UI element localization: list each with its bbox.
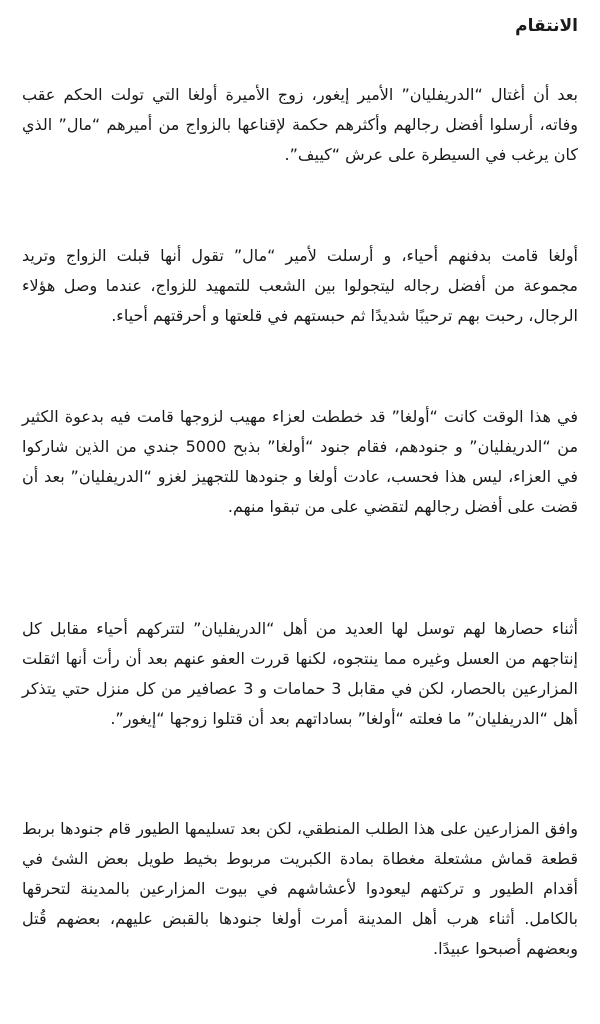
article-paragraph-1: بعد أن أغتال “الدريفليان” الأمير إيغور، زوج الأميرة أولغا التي تولت الحكم عقب وفاته، أرسلوا أفضل رجالهم وأكثرهم حكمة لإقناعها بالزواج من أميرهم “مال” الذي كان يرغب في السيطرة على عرش “كييف”. <box>22 85 578 164</box>
article-paragraph-5: وافق المزارعين على هذا الطلب المنطقي، لكن بعد تسليمها الطيور قام جنودها بربط قطعة قماش مشتعلة مغطاة بمادة الكبريت مربوط بخيط طويل بعض الشئ في أقدام الطيور و تركتهم ليعودوا لأعشاشهم في بيوت المزارعين بالمدينة لتحرقها بالكامل. أثناء هرب أهل المدينة أمرت أولغا جنودها بالقبض عليهم، بعضهم قُتل وبعضهم أصبحوا عبيدًا. <box>22 819 578 958</box>
article-paragraph-4: أثناء حصارها لهم توسل لها العديد من أهل “الدريفليان” لتتركهم أحياء مقابل كل إنتاجهم من العسل وغيره مما ينتجوه، لكنها قررت العفو عنهم بعد أن رأت أنها اثقلت المزارعين بالحصار، لكن في مقابل 3 حمامات و 3 عصافير من كل منزل حتي يتذكر أهل “الدريفليان” ما فعلته “أولغا” بساداتهم بعد أن قتلوا زوجها “إيغور”. <box>22 619 578 728</box>
article-title: الانتقام <box>515 16 578 36</box>
article-paragraph-3: في هذا الوقت كانت “أولغا” قد خططت لعزاء مهيب لزوجها قامت فيه بدعوة الكثير من “الدريفليان” و جنودهم، فقام جنود “أولغا” بذبح 5000 جندي من الذين شاركوا في العزاء، ليس هذا فحسب، عادت أولغا و جنودها للتجهيز لغزو “الدريفليان” بعد أن قضت على أفضل رجالهم لتقضي على من تبقوا منهم. <box>22 407 579 516</box>
article-paragraph-2: أولغا قامت بدفنهم أحياء، و أرسلت لأمير “مال” تقول أنها قبلت الزواج وتريد مجموعة من أفضل رجاله ليتجولوا بين الشعب للتمهيد للزواج، عندما وصل هؤلاء الرجال، رحبت بهم ترحيبًا شديدًا ثم حبستهم في قلعتها و أحرقتهم أحياء. <box>22 246 578 325</box>
